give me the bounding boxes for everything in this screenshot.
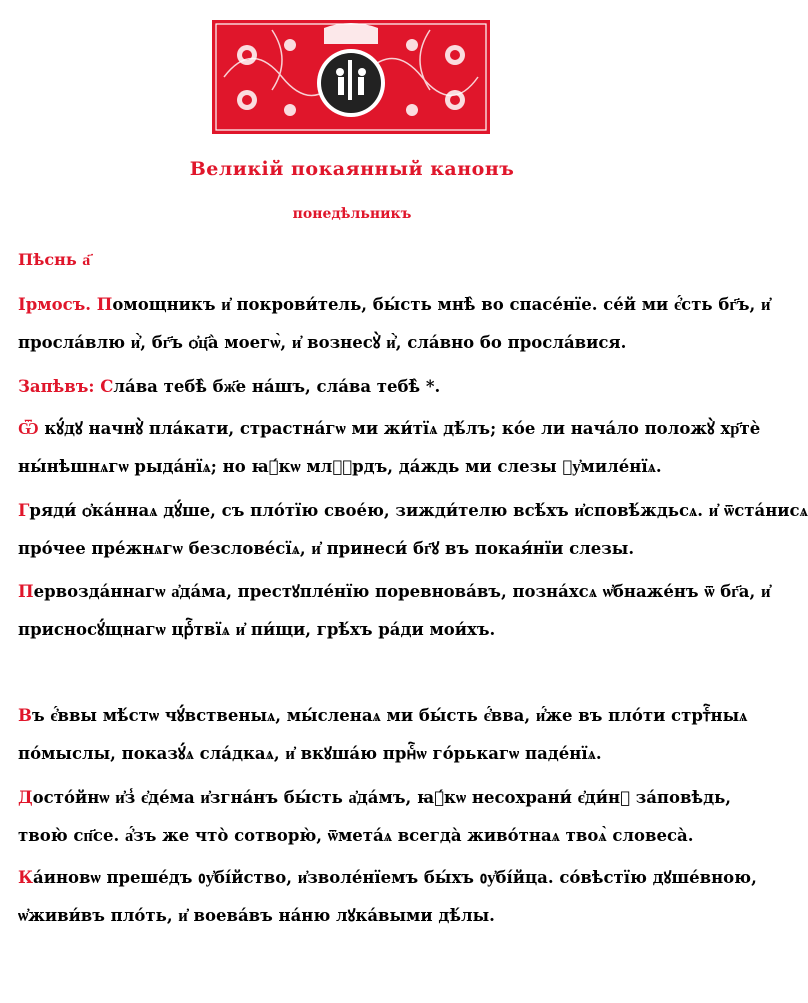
ornamental-headpiece bbox=[212, 20, 490, 134]
paragraph-line: ѡ҆живи́въ пло́ть, и҆ воева́въ на́ню лꙋка́выми дѣ́лы. bbox=[18, 906, 495, 925]
paragraph-line: про́чее пре́жнѧгѡ безслове́сїѧ, и҆ принеси́ бг҃ꙋ въ покая́нїи слезы. bbox=[18, 539, 635, 558]
initial-letter: Ѿ bbox=[18, 419, 39, 438]
paragraph-line: омощникъ и҆ покрови́тель, бы́сть мнѣ̀ во спасе́нїе. се́й ми є҆́сть бг҃ъ, и҆ bbox=[112, 295, 771, 314]
troparion-3 bbox=[18, 573, 771, 649]
ode-label: Пѣснь а҃ bbox=[18, 250, 91, 269]
irmos-paragraph bbox=[18, 286, 771, 362]
paragraph-line: кꙋ́дꙋ начнꙋ̀ пла́кати, страстна́гѡ ми жи́тїѧ дѣ́лъ; ко́е ли нача́ло положꙋ̀ хр҃тѐ bbox=[38, 419, 761, 438]
initial-letter: Г bbox=[18, 501, 30, 520]
initial-letter: Д bbox=[18, 788, 33, 807]
initial-letter: К bbox=[18, 868, 34, 887]
initial-letter: П bbox=[96, 295, 113, 314]
paragraph-line: ъ є҆́ввы мѣ́стѡ чꙋ́вственыѧ, мы́сленаѧ ми бы́сть є҆́вва, и҆́же въ пло́ти стртⷭ҇ныѧ bbox=[31, 706, 748, 725]
paragraph-label: Запѣвъ: bbox=[18, 377, 101, 396]
paragraph-line: присносꙋ́щнагѡ црⷭ҇твїѧ и҆ пи́щи, грѣ́хъ ра́ди мои́хъ. bbox=[18, 620, 496, 639]
paragraph-line: осто́йнѡ и҆з̾ є҆де́ма и҆згна́нъ бы́сть а҆да́мъ, ꙗ҆́кѡ несохрани́ є҆ди́нꙋ за́повѣдь, bbox=[32, 788, 732, 807]
paragraph-line: просла́влю и҆̀, бг҃ъ ѻ҆ц҃а̀ моегѡ̀, и҆ вознесꙋ̀ и҆̀, сла́вно бо просла́вися. bbox=[18, 333, 627, 352]
troparion-1 bbox=[18, 410, 761, 486]
refrain-paragraph bbox=[18, 368, 680, 406]
paragraph-line: ла́ва тебѣ̀ бж҃е на́шъ, сла́ва тебѣ̀ *. bbox=[113, 377, 441, 396]
paragraph-line: а́иновѡ преше́дъ ᲂу҆бі́йство, и҆зволе́нїемъ бы́хъ ᲂу҆бі́йца. со́вѣстїю дꙋше́вною, bbox=[33, 868, 757, 887]
paragraph-line: твою̀ сп҃се. а҆́зъ же что̀ сотворю̀, ѿмета́ѧ всегда̀ живо́тнаѧ твоѧ̀ словеса̀. bbox=[18, 826, 694, 845]
page-title: Великiй покаянный канонъ bbox=[189, 158, 515, 180]
initial-letter: П bbox=[18, 582, 34, 601]
paragraph-line: ряди́ ѻ҆ка́ннаѧ дꙋ́ше, съ пло́тїю свое́ю, зижди́телю всѣ́хъ и҆сповѣ́ждьсѧ. и҆ ѿста́нисѧ bbox=[29, 501, 808, 520]
paragraph-line: ервозда́ннагѡ а҆да́ма, престꙋпле́нїю поревнова́въ, позна́хсѧ ѡ҆бнаже́нъ ѿ бг҃а, и҆ bbox=[33, 582, 771, 601]
paragraph-line: ны́нѣшнѧгѡ рыда́нїѧ; но ꙗ҆́кѡ млⷭ҇рдъ, да́ждь ми слезы ᲂу҆миле́нїѧ. bbox=[18, 457, 662, 476]
troparion-6 bbox=[18, 859, 757, 935]
page-subtitle: понедѣльникъ bbox=[292, 206, 412, 222]
troparion-2 bbox=[18, 492, 808, 568]
troparion-5 bbox=[18, 779, 732, 855]
initial-letter: В bbox=[18, 706, 32, 725]
troparion-4 bbox=[18, 697, 748, 773]
initial-letter: С bbox=[100, 377, 114, 396]
paragraph-label: Ірмосъ. bbox=[18, 295, 97, 314]
paragraph-line: по́мыслы, показꙋ́ѧ сла́дкаѧ, и҆ вкꙋша́ю прнⷭ҇ѡ го́рькагѡ паде́нїѧ. bbox=[18, 744, 602, 763]
